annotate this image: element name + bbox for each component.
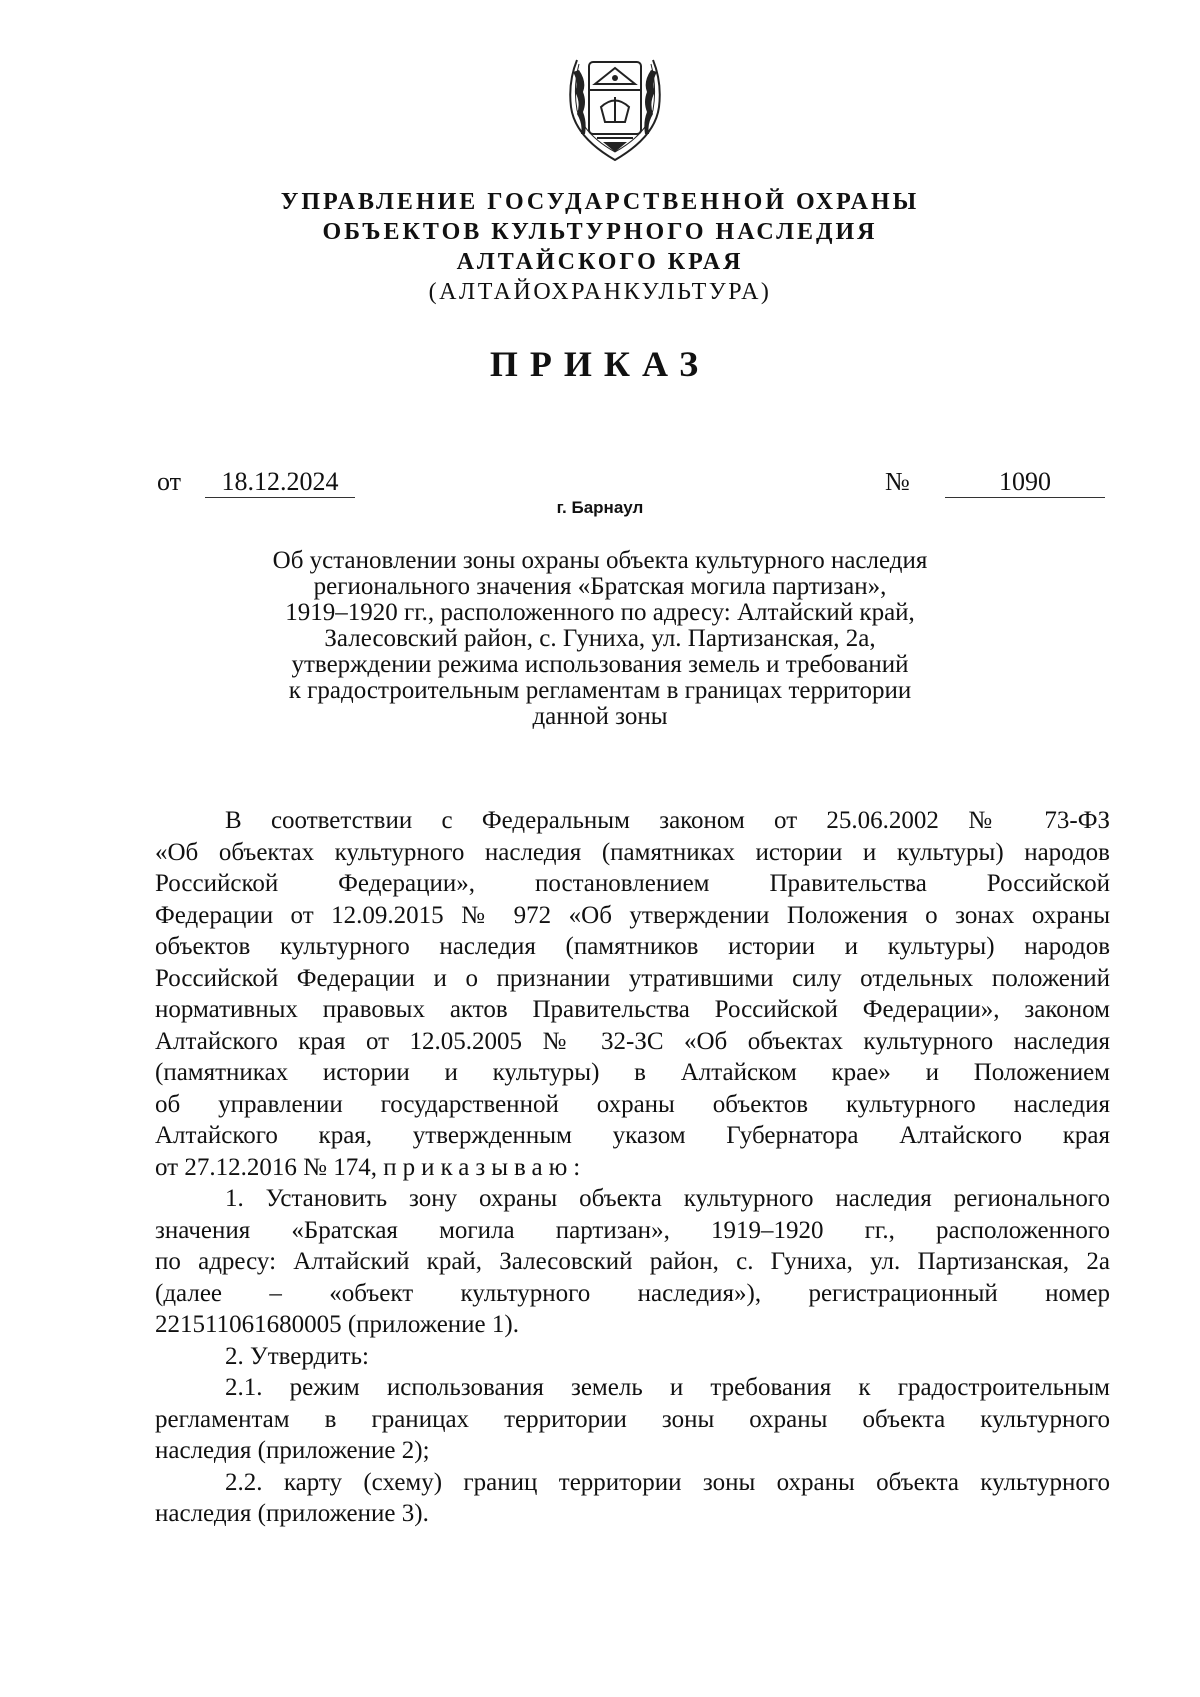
order-body <box>155 805 1110 1530</box>
number-prefix: № <box>885 467 910 496</box>
subject-line: утверждении режима использования земель и требований <box>291 651 909 678</box>
org-short-name: (АЛТАЙОХРАНКУЛЬТУРА) <box>428 279 772 305</box>
subject-line: данной зоны <box>532 703 668 730</box>
body-line: Российской Федерации», постановлением Правительства Российской <box>155 870 1110 897</box>
body-line: значения «Братская могила партизан», 1919–1920 гг., расположенного <box>155 1216 1110 1244</box>
order-date: 18.12.2024 <box>205 467 355 498</box>
body-line: регламентам в границах территории зоны охраны объекта культурного <box>155 1405 1110 1433</box>
item-2-1-paragraph <box>155 1372 1110 1467</box>
order-subject <box>230 548 970 730</box>
coat-of-arms-emblem <box>565 52 665 164</box>
body-line: (далее – «объект культурного наследия»), регистрационный номер <box>155 1279 1110 1307</box>
body-line: «Об объектах культурного наследия (памятниках истории и культуры) народов <box>155 838 1110 866</box>
body-line-last: наследия (приложение 2); <box>155 1437 430 1464</box>
body-line: В соответствии с Федеральным законом от 25.06.2002 № 73-ФЗ <box>225 807 1110 834</box>
document-type-title: ПРИКАЗ <box>489 344 711 384</box>
body-line: объектов культурного наследия (памятников истории и культуры) народов <box>155 933 1110 960</box>
subject-line: к градостроительным регламентам в границах территории <box>288 677 912 704</box>
subject-line: Об установлении зоны охраны объекта культурного наследия <box>272 547 928 574</box>
subject-line: Залесовский район, с. Гуниха, ул. Партизанская, 2а, <box>324 625 876 652</box>
body-line: Алтайского края от 12.05.2005 № 32-ЗС «Об объектах культурного наследия <box>155 1027 1110 1055</box>
body-line: Российской Федерации и о признании утратившими силу отдельных положений <box>155 964 1110 992</box>
body-line: Федерации от 12.09.2015 № 972 «Об утверждении Положения о зонах охраны <box>155 901 1110 929</box>
body-line: Алтайского края, утвержденным указом Губернатора Алтайского края <box>155 1122 1110 1149</box>
item-2-paragraph <box>155 1341 1110 1373</box>
org-name-line-1: УПРАВЛЕНИЕ ГОСУДАРСТВЕННОЙ ОХРАНЫ <box>280 189 920 215</box>
body-line: (памятниках истории и культуры) в Алтайском крае» и Положением <box>155 1059 1110 1086</box>
subject-line: 1919–1920 гг., расположенного по адресу: Алтайский край, <box>285 599 915 626</box>
body-line: 2.1. режим использования земель и требования к градостроительным <box>225 1374 1110 1401</box>
body-line-last: 221511061680005 (приложение 1). <box>155 1311 519 1338</box>
body-line: нормативных правовых актов Правительства Российской Федерации», законом <box>155 996 1110 1023</box>
subject-line: регионального значения «Братская могила партизан», <box>313 573 887 600</box>
city-place: г. Барнаул <box>556 498 644 517</box>
body-line: 2.2. карту (схему) границ территории зоны охраны объекта культурного <box>225 1468 1110 1496</box>
body-line-last <box>155 1152 1110 1184</box>
order-number: 1090 <box>945 467 1105 498</box>
order-word: приказываю: <box>383 1153 587 1181</box>
body-line: по адресу: Алтайский край, Залесовский район, с. Гуниха, ул. Партизанская, 2а <box>155 1248 1110 1275</box>
date-prefix: от <box>157 467 182 496</box>
body-line-last: 2. Утвердить: <box>225 1342 369 1370</box>
org-name-line-2: ОБЪЕКТОВ КУЛЬТУРНОГО НАСЛЕДИЯ <box>322 219 878 245</box>
preamble-paragraph <box>155 805 1110 1183</box>
body-line: об управлении государственной охраны объектов культурного наследия <box>155 1090 1110 1118</box>
preamble-last-text: от 27.12.2016 № 174, <box>155 1153 377 1181</box>
body-line: 1. Установить зону охраны объекта культурного наследия регионального <box>225 1185 1110 1212</box>
item-2-2-paragraph <box>155 1467 1110 1530</box>
body-line-last: наследия (приложение 3). <box>155 1500 429 1527</box>
org-name-line-3: АЛТАЙСКОГО КРАЯ <box>456 249 744 275</box>
item-1-paragraph <box>155 1183 1110 1341</box>
